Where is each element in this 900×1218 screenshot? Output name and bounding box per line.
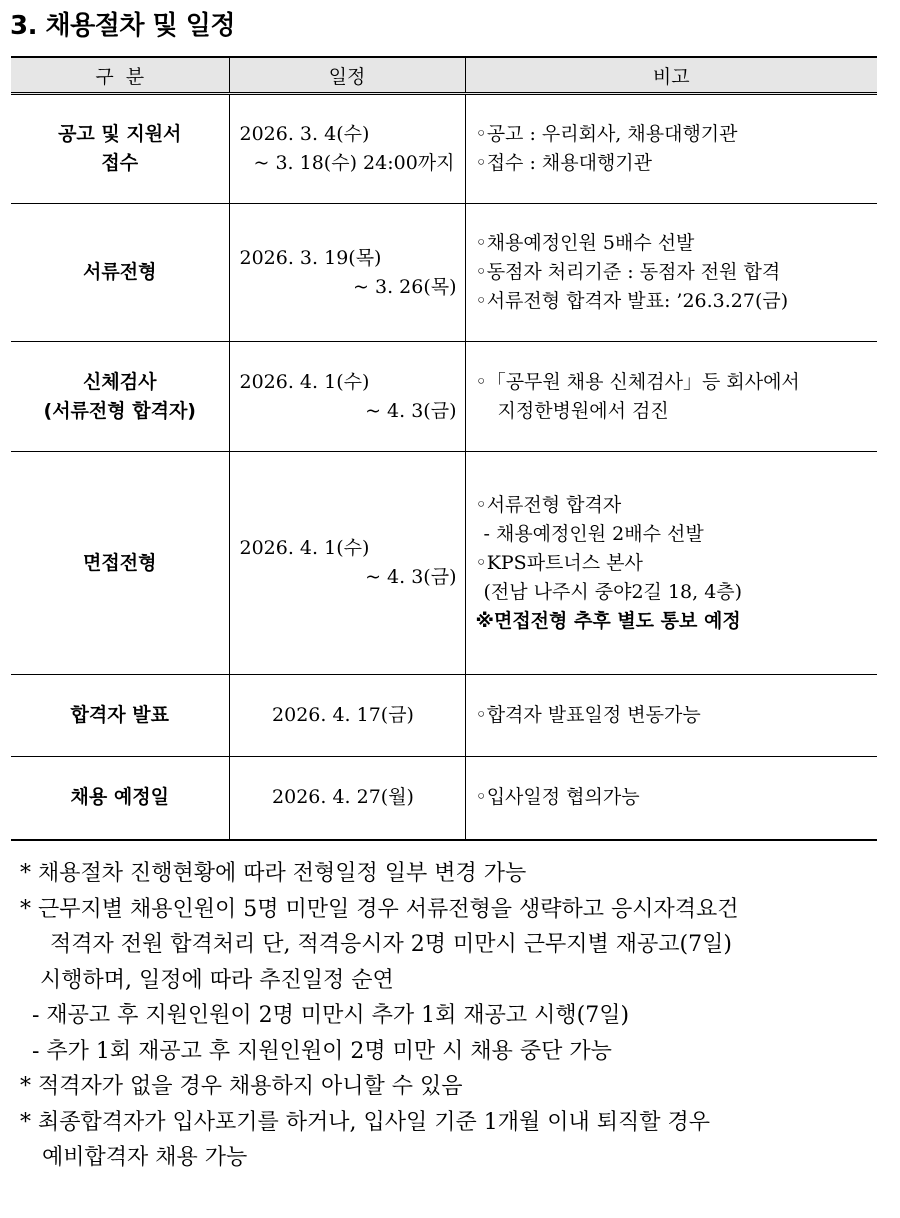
footnote-line: - 추가 1회 재공고 후 지원인원이 2명 미만 시 채용 중단 가능 bbox=[32, 1038, 612, 1064]
section-title: 3. 채용절차 및 일정 bbox=[10, 11, 235, 41]
row-date: 2026. 4. 1(수) ~ 4. 3(금) bbox=[229, 342, 465, 452]
row-category: 신체검사 (서류전형 합격자) bbox=[11, 342, 229, 452]
row-notes: ◦「공무원 채용 신체검사」등 회사에서 지정한병원에서 검진 bbox=[465, 342, 877, 452]
table-row bbox=[11, 757, 877, 840]
header-schedule: 일정 bbox=[229, 57, 465, 94]
footnote-line: * 적격자가 없을 경우 채용하지 아니할 수 있음 bbox=[20, 1074, 463, 1099]
table-row bbox=[11, 94, 877, 204]
table-row bbox=[11, 452, 877, 675]
row-category: 합격자 발표 bbox=[11, 675, 229, 757]
row-notes: ◦서류전형 합격자 - 채용예정인원 2배수 선발 ◦KPS파트너스 본사 (전남 나주시 중야2길 18, 4층) ※면접전형 추후 별도 통보 예정 bbox=[465, 452, 877, 675]
row-category: 서류전형 bbox=[11, 204, 229, 342]
footnote-line: 적격자 전원 합격처리 단, 적격응시자 2명 미만시 근무지별 재공고(7일) bbox=[50, 932, 732, 957]
table-row bbox=[11, 675, 877, 757]
footnote-line: * 근무지별 채용인원이 5명 미만일 경우 서류전형을 생략하고 응시자격요건 bbox=[20, 896, 739, 922]
footnote-line: - 재공고 후 지원인원이 2명 미만시 추가 1회 재공고 시행(7일) bbox=[32, 1003, 630, 1028]
table-row bbox=[11, 204, 877, 342]
row-notes: ◦공고 : 우리회사, 채용대행기관 ◦접수 : 채용대행기관 bbox=[465, 94, 877, 204]
header-notes: 비고 bbox=[465, 57, 877, 94]
schedule-table bbox=[11, 56, 877, 841]
row-category: 채용 예정일 bbox=[11, 757, 229, 840]
row-date: 2026. 4. 27(월) bbox=[229, 757, 465, 840]
footnote-line: 시행하며, 일정에 따라 추진일정 순연 bbox=[40, 967, 394, 993]
row-date: 2026. 4. 1(수) ~ 4. 3(금) bbox=[229, 452, 465, 675]
table-header-row bbox=[11, 57, 877, 94]
interview-notice: ※면접전형 추후 별도 통보 예정 bbox=[475, 609, 741, 632]
footnote-line: * 채용절차 진행현황에 따라 전형일정 일부 변경 가능 bbox=[20, 861, 527, 886]
row-category: 공고 및 지원서 접수 bbox=[11, 94, 229, 204]
header-category: 구 분 bbox=[11, 57, 229, 94]
row-notes: ◦채용예정인원 5배수 선발 ◦동점자 처리기준 : 동점자 전원 합격 ◦서류전형 합격자 발표: ’26.3.27(금) bbox=[465, 204, 877, 342]
footnote-line: 예비합격자 채용 가능 bbox=[42, 1145, 248, 1170]
row-category: 면접전형 bbox=[11, 452, 229, 675]
row-notes: ◦입사일정 협의가능 bbox=[465, 757, 877, 840]
row-date: 2026. 4. 17(금) bbox=[229, 675, 465, 757]
row-date: 2026. 3. 19(목) ~ 3. 26(목) bbox=[229, 204, 465, 342]
footnotes bbox=[20, 856, 890, 1176]
row-date: 2026. 3. 4(수) ~ 3. 18(수) 24:00까지 bbox=[229, 94, 465, 204]
row-notes: ◦합격자 발표일정 변동가능 bbox=[465, 675, 877, 757]
footnote-line: * 최종합격자가 입사포기를 하거나, 입사일 기준 1개월 이내 퇴직할 경우 bbox=[20, 1109, 710, 1135]
table-row bbox=[11, 342, 877, 452]
